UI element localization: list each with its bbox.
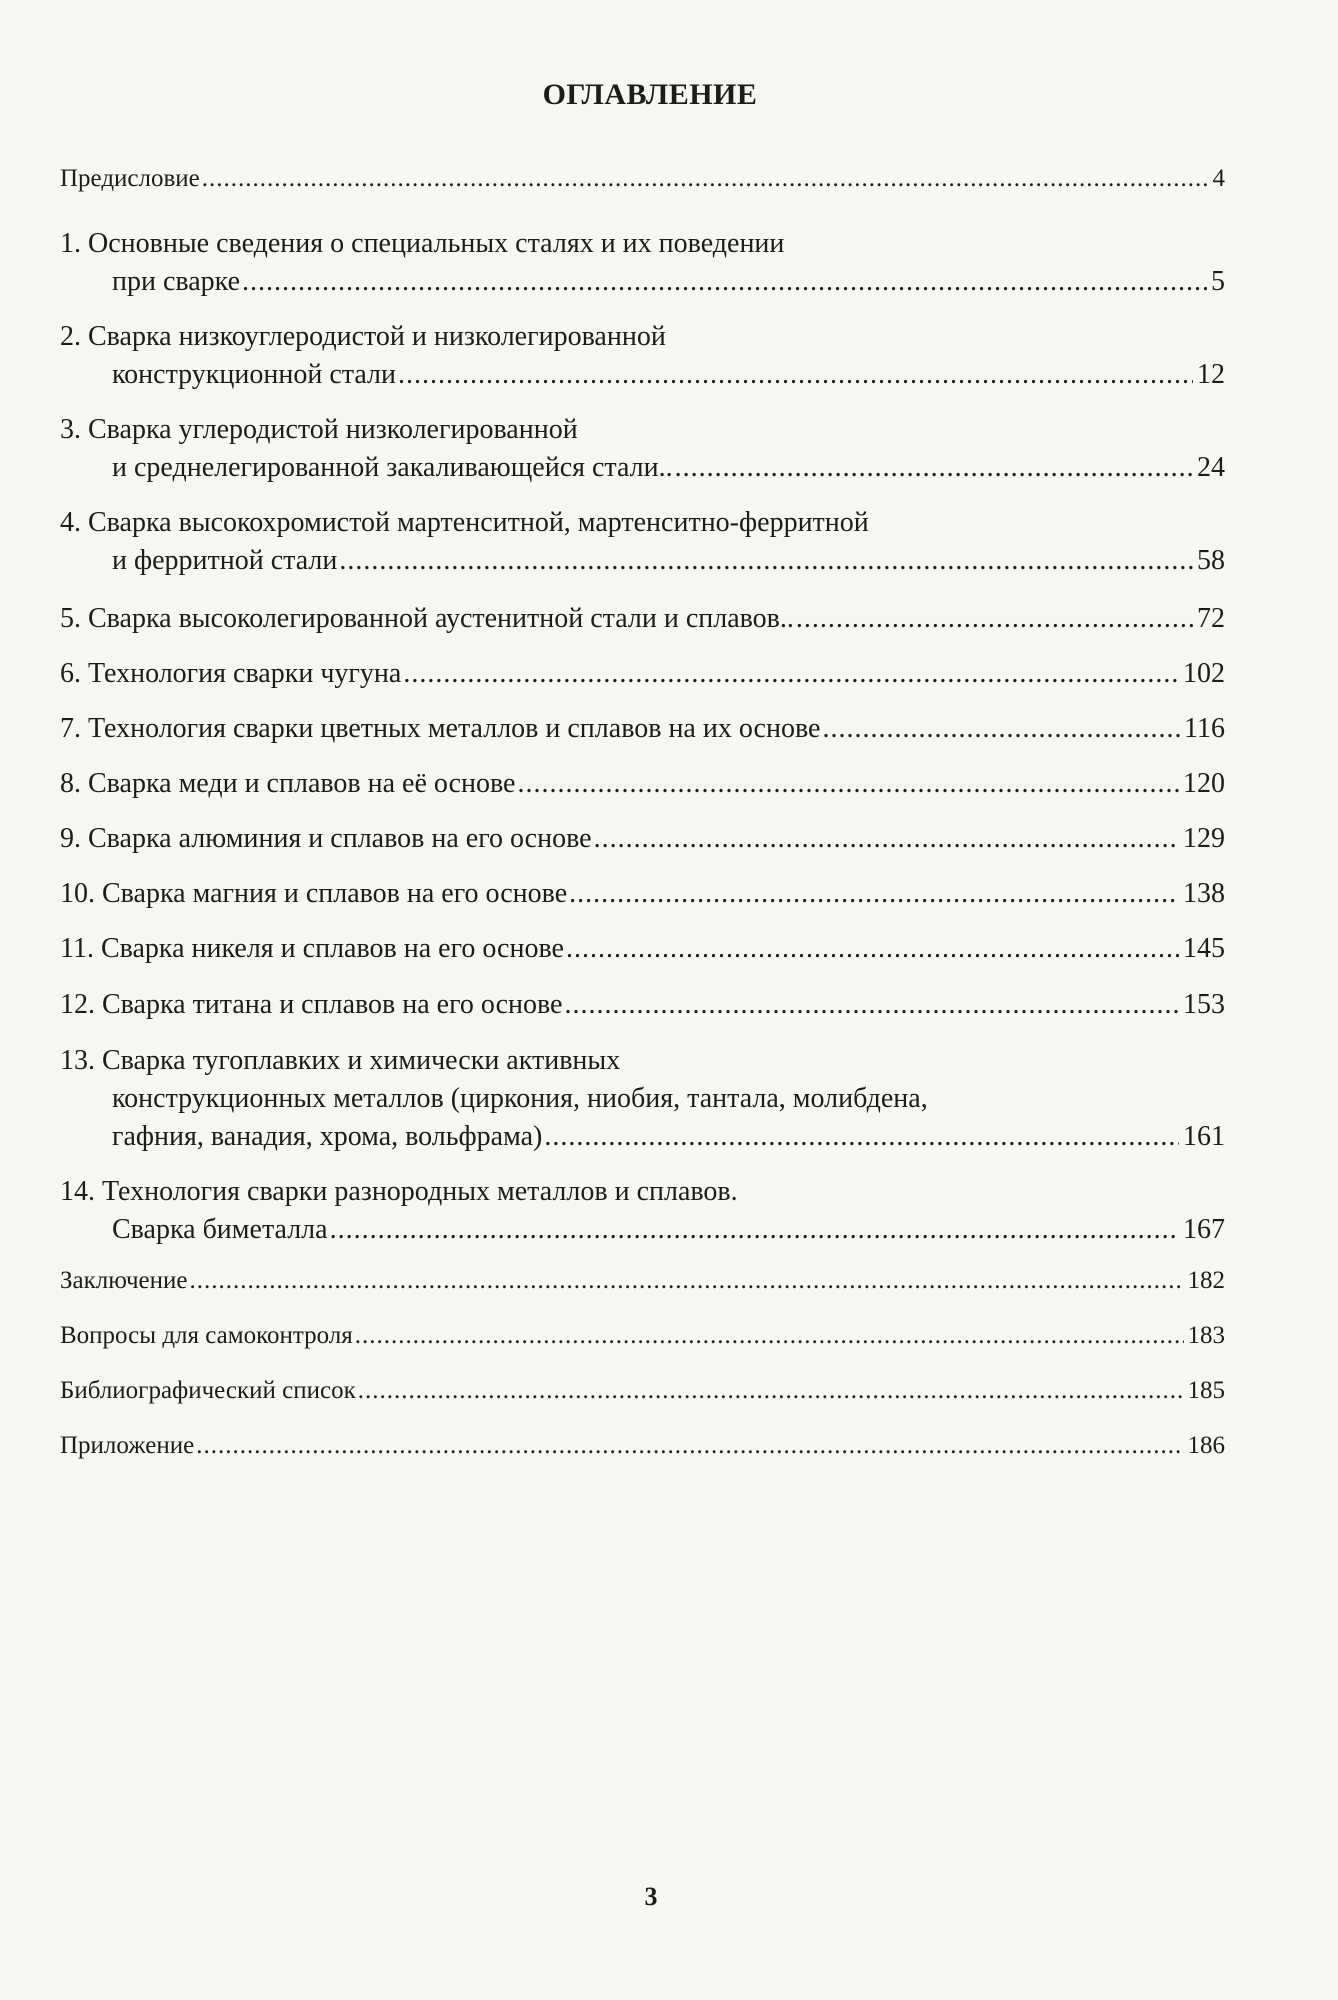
dot-leader <box>358 1372 1184 1410</box>
toc-entry-bibliography[interactable] <box>60 1372 1225 1410</box>
toc-entry-title: 6. Технология сварки чугуна <box>60 658 402 689</box>
toc-entry-page: 138 <box>1183 878 1225 909</box>
toc-entry-page: 161 <box>1183 1121 1225 1152</box>
toc-entry-page: 182 <box>1187 1267 1225 1294</box>
toc-entry-conclusion[interactable] <box>60 1262 1225 1300</box>
toc-entry-title-continued: Сварка биметалла <box>112 1214 328 1245</box>
toc-entry-title: 11. Сварка никеля и сплавов на его основе <box>60 933 564 964</box>
dot-leader <box>398 356 1193 394</box>
dot-leader <box>517 765 1179 803</box>
toc-entry-page: 186 <box>1187 1432 1225 1459</box>
toc-entry-chapter-9[interactable] <box>60 820 1225 858</box>
toc-entry-title: 3. Сварка углеродистой низколегированной <box>60 414 578 445</box>
toc-entry-page: 183 <box>1187 1322 1225 1349</box>
dot-leader <box>355 1317 1184 1355</box>
dot-leader <box>196 1427 1183 1465</box>
toc-entry-title: 7. Технология сварки цветных металлов и сплавов на их основе <box>60 713 821 744</box>
toc-entry-page: 58 <box>1197 545 1225 576</box>
toc-entry-title: 4. Сварка высокохромистой мартенситной, мартенситно-ферритной <box>60 507 869 538</box>
toc-entry-page: 72 <box>1197 603 1225 634</box>
toc-entry-page: 102 <box>1183 658 1225 689</box>
toc-entry-chapter-10[interactable] <box>60 875 1225 913</box>
toc-entry-chapter-8[interactable] <box>60 765 1225 803</box>
toc-entry-page: 116 <box>1184 713 1225 744</box>
toc-entry-page: 167 <box>1183 1214 1225 1245</box>
toc-entry-chapter-14[interactable] <box>60 1173 1225 1249</box>
toc-entry-title: Приложение <box>60 1432 195 1459</box>
toc-entry-chapter-5[interactable] <box>60 600 1225 638</box>
toc-entry-page: 185 <box>1187 1377 1225 1404</box>
toc-entry-title: Вопросы для самоконтроля <box>60 1322 353 1349</box>
toc-entry-page: 5 <box>1211 266 1225 297</box>
toc-entry-title-continued: и среднелегированной закаливающейся стали.. <box>112 452 673 483</box>
toc-entry-title-continued: конструкционной стали <box>112 359 396 390</box>
dot-leader <box>190 1262 1184 1300</box>
toc-entry-title: 14. Технология сварки разнородных металлов и сплавов. <box>60 1176 738 1207</box>
toc-entry-self-check-questions[interactable] <box>60 1317 1225 1355</box>
toc-entry-title: Заключение <box>60 1267 188 1294</box>
toc-title: ОГЛАВЛЕНИЕ <box>542 78 758 111</box>
toc-entry-chapter-13[interactable] <box>60 1042 1225 1156</box>
toc-entry-page: 129 <box>1183 823 1225 854</box>
toc-entry-page: 12 <box>1197 359 1225 390</box>
toc-entry-chapter-4[interactable] <box>60 504 1225 580</box>
dot-leader <box>202 160 1209 198</box>
toc-entry-title-continued: при сварке <box>112 266 241 297</box>
page-number: 3 <box>644 1882 658 1911</box>
toc-entry-title: 10. Сварка магния и сплавов на его основе <box>60 878 568 909</box>
toc-entry-chapter-3[interactable] <box>60 411 1225 487</box>
toc-entry-title: 5. Сварка высоколегированной аустенитной стали и сплавов.. <box>60 603 794 634</box>
toc-entry-title: 8. Сварка меди и сплавов на её основе <box>60 768 516 799</box>
toc-entry-chapter-7[interactable] <box>60 710 1225 748</box>
toc-entry-chapter-6[interactable] <box>60 655 1225 693</box>
dot-leader <box>564 986 1179 1024</box>
toc-entry-title: 9. Сварка алюминия и сплавов на его основе <box>60 823 592 854</box>
dot-leader <box>330 1211 1179 1249</box>
dot-leader <box>822 710 1180 748</box>
toc-entry-appendix[interactable] <box>60 1427 1225 1465</box>
dot-leader <box>339 542 1193 580</box>
toc-entry-title: 1. Основные сведения о специальных сталях и их поведении <box>60 228 785 259</box>
toc-entry-chapter-12[interactable] <box>60 986 1225 1024</box>
toc-entry-title-continued: и ферритной стали <box>112 545 338 576</box>
dot-leader <box>569 875 1179 913</box>
toc-entry-title: Библиографический список <box>60 1377 356 1404</box>
toc-entry-title: 2. Сварка низкоуглеродистой и низколегированной <box>60 321 666 352</box>
dot-leader <box>544 1118 1179 1156</box>
dot-leader <box>796 600 1193 638</box>
toc-entry-title: Предисловие <box>60 165 200 192</box>
toc-entry-page: 145 <box>1183 933 1225 964</box>
toc-entry-page: 153 <box>1183 989 1225 1020</box>
toc-entry-page: 24 <box>1197 452 1225 483</box>
toc-entry-page: 120 <box>1183 768 1225 799</box>
dot-leader <box>566 930 1179 968</box>
dot-leader <box>675 449 1193 487</box>
toc-entry-title: 13. Сварка тугоплавких и химически активных <box>60 1045 621 1076</box>
toc-entry-chapter-1[interactable] <box>60 225 1225 301</box>
dot-leader <box>403 655 1179 693</box>
toc-entry-title-continued: конструкционных металлов (циркония, ниобия, тантала, молибдена, <box>112 1083 928 1114</box>
toc-entry-title-continued: гафния, ванадия, хрома, вольфрама) <box>112 1121 543 1152</box>
toc-entry-preface[interactable] <box>60 160 1225 198</box>
dot-leader <box>242 263 1207 301</box>
toc-entry-title: 12. Сварка титана и сплавов на его основе <box>60 989 563 1020</box>
toc-entry-chapter-2[interactable] <box>60 318 1225 394</box>
dot-leader <box>594 820 1179 858</box>
toc-entry-chapter-11[interactable] <box>60 930 1225 968</box>
toc-entry-page: 4 <box>1212 165 1225 192</box>
